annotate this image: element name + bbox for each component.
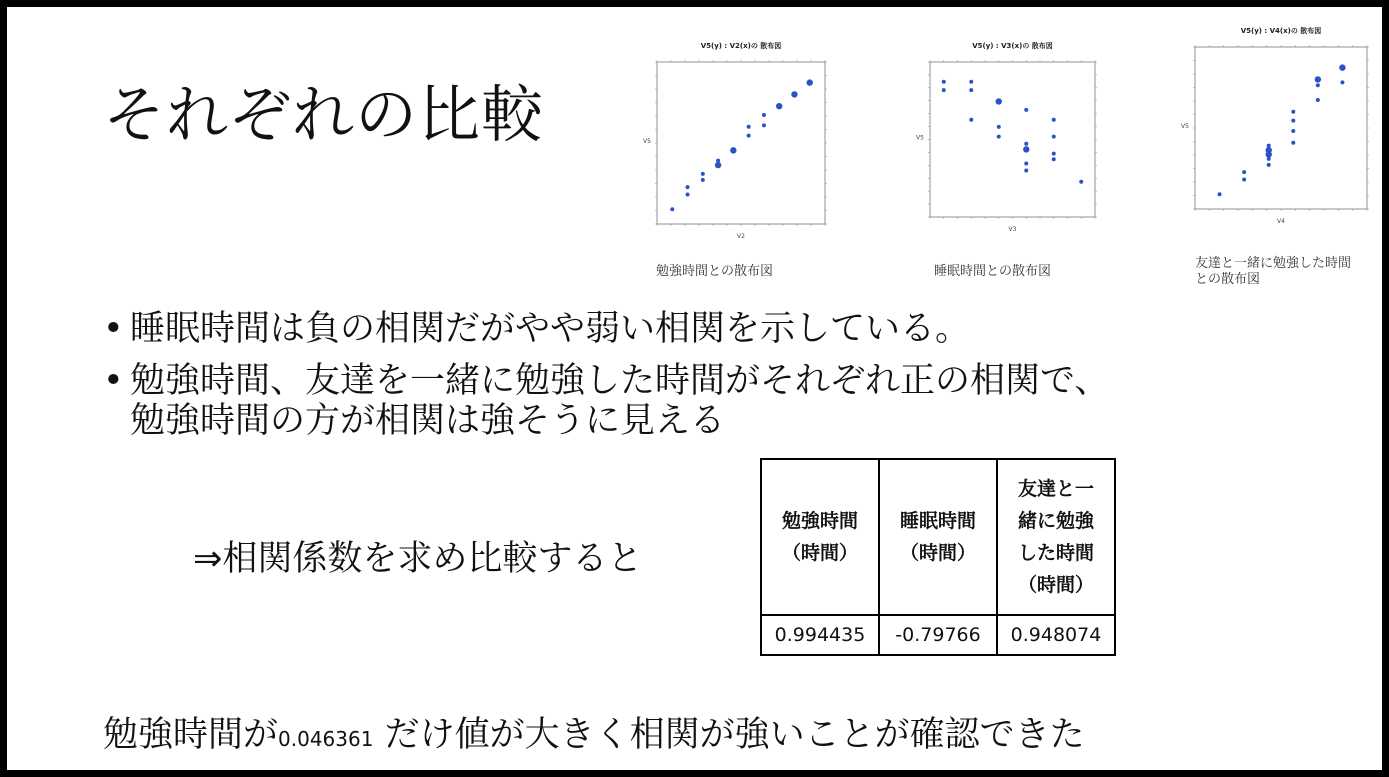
scatter-point bbox=[1340, 80, 1344, 84]
caption-study: 勉強時間との散布図 bbox=[656, 264, 774, 279]
scatter-plot-study bbox=[637, 37, 827, 242]
scatter-plot-friends bbox=[1177, 22, 1377, 225]
y-axis-label: V5 bbox=[643, 138, 651, 145]
scatter-point bbox=[1291, 141, 1295, 145]
scatter-point bbox=[996, 98, 1002, 104]
scatter-point bbox=[1024, 161, 1028, 165]
bullet-item bbox=[103, 361, 1343, 441]
scatter-point bbox=[730, 147, 736, 153]
header-line: 勉強時間 bbox=[781, 510, 858, 532]
header-line: （時間） bbox=[781, 542, 858, 564]
plot-title: V5(y) : V3(x)の 散布図 bbox=[972, 42, 1053, 50]
plot-frame bbox=[1195, 47, 1367, 209]
scatter-point bbox=[747, 125, 751, 129]
arrow-text: ⇒相関係数を求め比較すると bbox=[193, 539, 643, 579]
scatter-point bbox=[1266, 147, 1272, 153]
scatter-point bbox=[762, 123, 766, 127]
scatter-point bbox=[1267, 163, 1271, 167]
table-header-friends bbox=[997, 459, 1115, 615]
x-axis-label: V2 bbox=[737, 233, 745, 240]
table-cell-friends: 0.948074 bbox=[997, 615, 1115, 655]
scatter-point bbox=[776, 103, 782, 109]
scatter-point bbox=[701, 172, 705, 176]
conclusion-number: 0.046361 bbox=[278, 727, 374, 751]
header-line: した時間 bbox=[1017, 542, 1094, 564]
scatter-point bbox=[997, 135, 1001, 139]
conclusion-suffix: だけ値が大きく相関が強いことが確認できた bbox=[373, 715, 1085, 755]
header-line: （時間） bbox=[899, 542, 976, 564]
slide-title: それぞれの比較 bbox=[103, 78, 545, 151]
bullet-text: 勉強時間、友達を一緒に勉強した時間がそれぞれ正の相関で、 bbox=[130, 361, 1110, 401]
scatter-point bbox=[1339, 64, 1345, 70]
plot-frame bbox=[930, 62, 1095, 217]
table-header-study bbox=[761, 459, 879, 615]
scatter-point bbox=[1052, 157, 1056, 161]
y-axis-label: V5 bbox=[916, 134, 924, 142]
scatter-point bbox=[1291, 129, 1295, 133]
bullet-item bbox=[103, 309, 1343, 349]
table-cell-study: 0.994435 bbox=[761, 615, 879, 655]
scatter-point bbox=[1024, 142, 1028, 146]
scatter-point bbox=[1052, 152, 1056, 156]
header-line: （時間） bbox=[1017, 574, 1094, 596]
plot-frame bbox=[657, 62, 825, 224]
correlation-table bbox=[760, 458, 1116, 656]
scatter-point bbox=[1315, 76, 1321, 82]
plot-title: V5(y) : V4(x)の 散布図 bbox=[1240, 27, 1322, 35]
bullet-dot: • bbox=[103, 309, 124, 349]
scatter-point bbox=[791, 91, 797, 97]
bullet-text: 勉強時間の方が相関は強そうに見える bbox=[130, 401, 726, 441]
scatter-point bbox=[686, 193, 690, 197]
bullet-text: 睡眠時間は負の相関だがやや弱い相関を示している。 bbox=[130, 309, 971, 349]
caption-friends-line1: 友達と一緒に勉強した時間 bbox=[1195, 256, 1352, 271]
scatter-point bbox=[1052, 135, 1056, 139]
scatter-point bbox=[747, 134, 751, 138]
scatter-point bbox=[1291, 110, 1295, 114]
scatter-point bbox=[1052, 118, 1056, 122]
scatter-point bbox=[807, 79, 813, 85]
scatter-point bbox=[1267, 144, 1271, 148]
x-axis-label: V4 bbox=[1277, 218, 1285, 225]
scatter-point bbox=[969, 88, 973, 92]
scatter-point bbox=[686, 185, 690, 189]
scatter-point bbox=[715, 162, 721, 168]
scatter-point bbox=[1023, 146, 1029, 152]
scatter-point bbox=[1079, 180, 1083, 184]
caption-friends-line2: との散布図 bbox=[1195, 272, 1261, 287]
scatter-point bbox=[969, 80, 973, 84]
caption-friends bbox=[1195, 256, 1351, 288]
scatter-plot-friends-svg bbox=[1177, 22, 1377, 225]
scatter-point bbox=[969, 118, 973, 122]
scatter-plot-study-svg bbox=[637, 37, 827, 242]
header-line: 睡眠時間 bbox=[899, 510, 976, 532]
conclusion-text bbox=[103, 707, 1085, 757]
scatter-point bbox=[701, 178, 705, 182]
table-row bbox=[761, 615, 1115, 655]
scatter-point bbox=[1316, 83, 1320, 87]
scatter-point bbox=[762, 113, 766, 117]
scatter-point bbox=[997, 125, 1001, 129]
scatter-point bbox=[1242, 170, 1246, 174]
scatter-point bbox=[942, 88, 946, 92]
scatter-point bbox=[942, 80, 946, 84]
scatter-plot-sleep-svg bbox=[912, 37, 1102, 233]
header-line: 緒に勉強 bbox=[1017, 510, 1094, 532]
scatter-point bbox=[1291, 119, 1295, 123]
scatter-point bbox=[670, 207, 674, 211]
scatter-point bbox=[1024, 108, 1028, 112]
scatter-point bbox=[1242, 178, 1246, 182]
bullet-list bbox=[103, 309, 1343, 453]
bullet-dot: • bbox=[103, 361, 124, 401]
scatter-point bbox=[1316, 98, 1320, 102]
table-header-sleep bbox=[879, 459, 997, 615]
scatter-point bbox=[1024, 169, 1028, 173]
x-axis-label: V3 bbox=[1008, 226, 1017, 233]
y-axis-label: V5 bbox=[1181, 123, 1189, 130]
scatter-point bbox=[1218, 192, 1222, 196]
table-header-row bbox=[761, 459, 1115, 615]
table-cell-sleep: -0.79766 bbox=[879, 615, 997, 655]
conclusion-prefix: 勉強時間が bbox=[103, 715, 279, 755]
scatter-plot-sleep bbox=[912, 37, 1102, 233]
scatter-point bbox=[716, 159, 720, 163]
plot-title: V5(y) : V2(x)の 散布図 bbox=[700, 42, 782, 50]
header-line: 友達と一 bbox=[1017, 478, 1094, 500]
caption-sleep: 睡眠時間との散布図 bbox=[934, 264, 1052, 279]
